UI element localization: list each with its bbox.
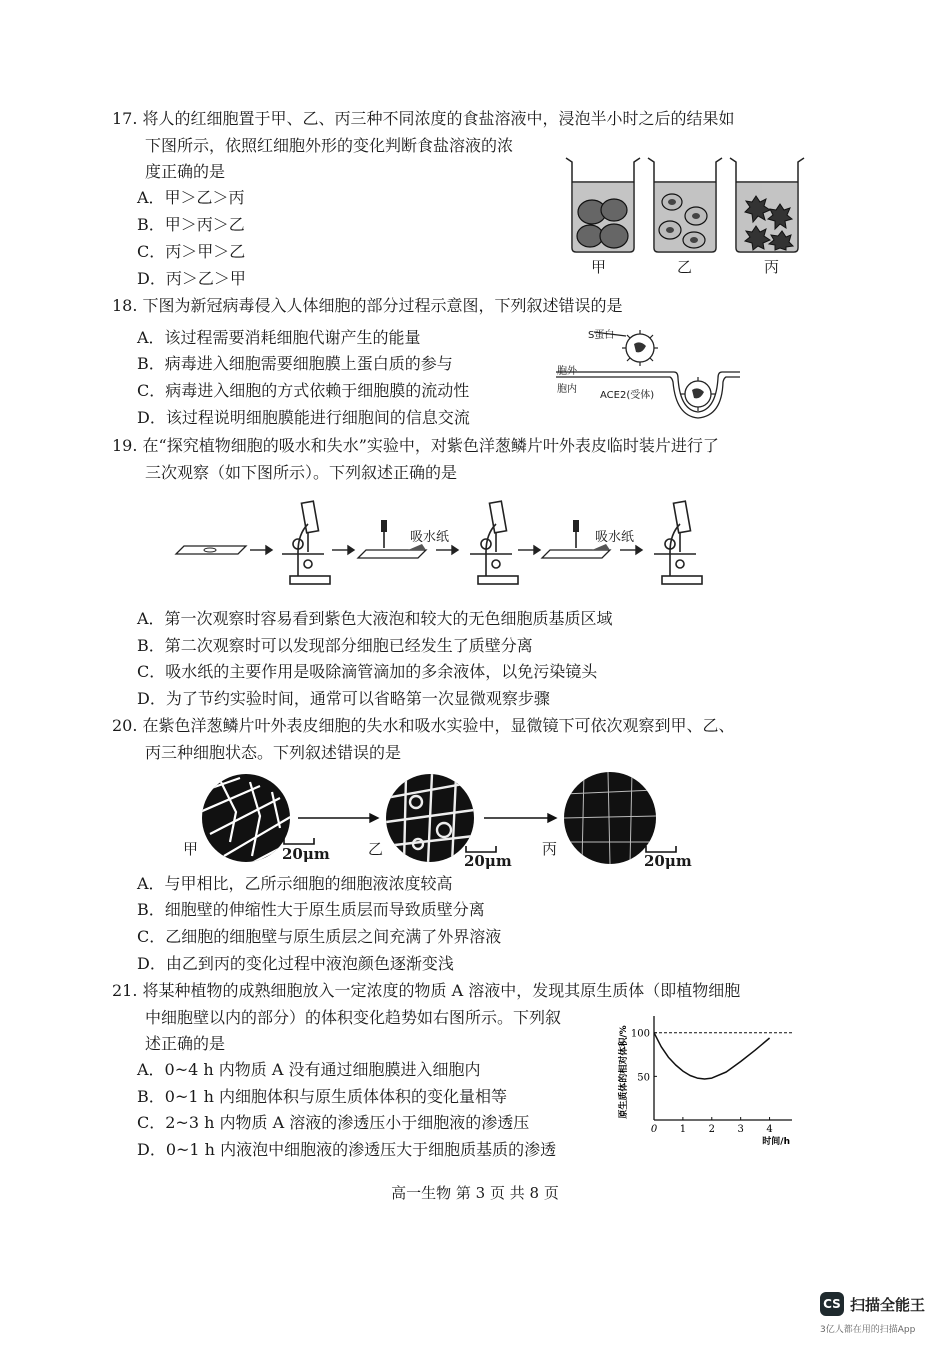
scanner-app-name: 扫描全能王 [850, 1296, 926, 1314]
q19-stem-line2: 三次观察（如下图所示）。下列叙述正确的是 [145, 463, 458, 482]
page-footer: 高一生物 第 3 页 共 8 页 [391, 1184, 559, 1202]
x-tick-label: 0 [650, 1124, 658, 1135]
y-axis-label: 原生质体的相对体积/% [619, 1025, 629, 1119]
y-tick-label: 50 [637, 1072, 650, 1084]
q19-label-paper1: 吸水纸 [410, 530, 450, 545]
q17-beakers-figure [562, 152, 802, 256]
q18-label-outside: 胞外 [557, 366, 577, 377]
x-tick-label: 1 [679, 1124, 687, 1135]
q18-virus-entry-figure [556, 322, 742, 422]
q18-option-d: D．该过程说明细胞膜能进行细胞间的信息交流 [137, 408, 470, 427]
q18-option-a: A．该过程需要消耗细胞代谢产生的能量 [137, 328, 421, 347]
q17-option-b: B．甲＞丙＞乙 [137, 215, 245, 234]
q20-label-bing: 丙 [542, 840, 558, 858]
q21-option-c: C．2~3 h 内物质 A 溶液的渗透压小于细胞液的渗透压 [137, 1113, 530, 1132]
q21-option-d: D．0~1 h 内液泡中细胞液的渗透压大于细胞质基质的渗透 [137, 1140, 557, 1159]
q21-option-a: A．0~4 h 内物质 A 没有通过细胞膜进入细胞内 [137, 1060, 481, 1079]
q18-label-s-protein: S蛋白 [588, 330, 615, 341]
q21-stem-line1: 21. 将某种植物的成熟细胞放入一定浓度的物质 A 溶液中，发现其原生质体（即植物细胞 [112, 981, 741, 1000]
q17-stem-line1: 17. 将人的红细胞置于甲、乙、丙三种不同浓度的食盐溶液中，浸泡半小时之后的结果如 [112, 109, 735, 128]
chart-marks [654, 1033, 770, 1079]
q20-option-a: A．与甲相比，乙所示细胞的细胞液浓度较高 [137, 874, 453, 893]
q21-stem-line3: 述正确的是 [145, 1034, 226, 1053]
q18-option-b: B．病毒进入细胞需要细胞膜上蛋白质的参与 [137, 354, 453, 373]
q21-stem-line2: 中细胞壁以内的部分）的体积变化趋势如右图所示。下列叙 [145, 1008, 562, 1027]
q18-stem-line1: 18. 下图为新冠病毒侵入人体细胞的部分过程示意图，下列叙述错误的是 [112, 296, 623, 315]
q20-scale-3: 20μm [644, 852, 692, 870]
q17-label-jia: 甲 [591, 258, 607, 276]
q21-volume-chart [612, 1008, 800, 1148]
q20-option-c: C．乙细胞的细胞壁与原生质层之间充满了外界溶液 [137, 927, 502, 946]
q17-option-c: C．丙＞甲＞乙 [137, 242, 246, 261]
q19-stem-line1: 19. 在“探究植物细胞的吸水和失水”实验中，对紫色洋葱鳞片叶外表皮临时装片进行了 [112, 436, 719, 455]
q19-label-paper2: 吸水纸 [595, 530, 635, 545]
q19-option-a: A．第一次观察时容易看到紫色大液泡和较大的无色细胞质基质区域 [137, 609, 613, 628]
q20-label-yi: 乙 [368, 840, 384, 858]
q19-option-c: C．吸水纸的主要作用是吸除滴管滴加的多余液体，以免污染镜头 [137, 662, 598, 681]
x-tick-label: 4 [766, 1124, 773, 1135]
x-tick-label: 2 [708, 1124, 715, 1135]
x-axis-label: 时间/h [762, 1137, 790, 1147]
q20-scale-1: 20μm [282, 845, 330, 863]
q20-option-d: D．由乙到丙的变化过程中液泡颜色逐渐变浅 [137, 954, 454, 973]
q18-label-inside: 胞内 [557, 384, 577, 395]
scanner-app-tagline: 3亿人都在用的扫描App [820, 1325, 916, 1335]
q18-option-c: C．病毒进入细胞的方式依赖于细胞膜的流动性 [137, 381, 470, 400]
q17-stem-line3: 度正确的是 [145, 162, 226, 181]
scanner-logo-badge: CS [820, 1292, 844, 1316]
chart-axes [617, 1016, 792, 1147]
q20-scale-2: 20μm [464, 852, 512, 870]
q17-label-yi: 乙 [677, 258, 693, 276]
q20-stem-line2: 丙三种细胞状态。下列叙述错误的是 [145, 743, 402, 762]
q21-option-b: B．0~1 h 内细胞体积与原生质体体积的变化量相等 [137, 1087, 508, 1106]
q20-micrographs-figure [200, 772, 670, 868]
q19-option-b: B．第二次观察时可以发现部分细胞已经发生了质壁分离 [137, 636, 533, 655]
series-line [654, 1033, 770, 1079]
q18-label-receptor: ACE2(受体) [600, 390, 655, 401]
q20-option-b: B．细胞壁的伸缩性大于原生质层而导致质壁分离 [137, 900, 485, 919]
q17-label-bing: 丙 [764, 258, 780, 276]
y-tick-label: 100 [630, 1028, 650, 1040]
x-tick-label: 3 [737, 1124, 744, 1135]
q17-option-a: A．甲＞乙＞丙 [137, 188, 245, 207]
q17-stem-line2: 下图所示，依照红细胞外形的变化判断食盐溶液的浓 [145, 136, 514, 155]
q19-option-d: D．为了节约实验时间，通常可以省略第一次显微观察步骤 [137, 689, 550, 708]
q17-option-d: D．丙＞乙＞甲 [137, 269, 246, 288]
q20-stem-line1: 20. 在紫色洋葱鳞片叶外表皮细胞的失水和吸水实验中，显微镜下可依次观察到甲、乙、 [112, 716, 735, 735]
q20-label-jia: 甲 [183, 840, 199, 858]
